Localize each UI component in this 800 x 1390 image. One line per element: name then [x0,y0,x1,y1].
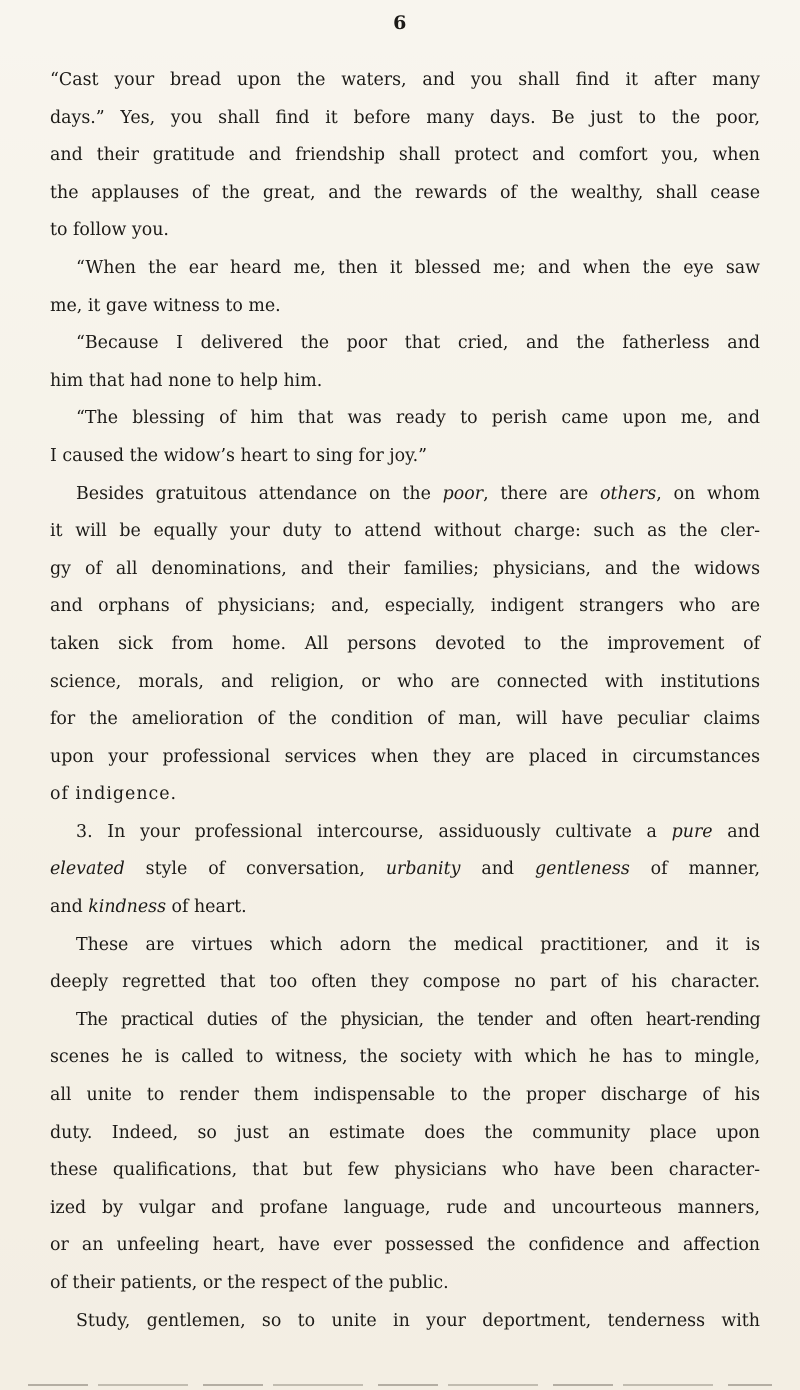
text-line: and orphans of physicians; and, especially, indigent strangers who are [50,596,760,617]
text-span: , there are [483,483,600,504]
text-line: to follow you. [50,220,169,241]
text-line: these qualifications, that but few physicians who have been character- [50,1160,760,1181]
emphasis: elevated [50,859,125,880]
text-span: and [50,897,89,918]
text-line: me, it gave witness to me. [50,295,281,316]
text-line: deeply regretted that too often they compose no part of his character. [50,972,760,993]
text-line: scenes he is called to witness, the society with which he has to mingle, [50,1047,760,1068]
text-span: Besides gratuitous attendance on the [76,483,443,504]
text-line: or an unfeeling heart, have ever possessed the confidence and affection [50,1235,760,1256]
text-line: ized by vulgar and profane language, rude and uncourteous manners, [50,1197,760,1218]
text-line [50,476,760,514]
emphasis: pure [671,821,713,842]
text-line: all unite to render them indispensable to the proper discharge of his [50,1085,760,1106]
text-line: “The blessing of him that was ready to perish came upon me, and [76,408,760,429]
emphasis: others [599,483,657,504]
emphasis: gentleness [534,859,630,880]
text-line: for the amelioration of the condition of man, will have peculiar claims [50,709,760,730]
emphasis: urbanity [385,859,461,880]
text-line [50,889,760,927]
text-span: and [712,821,760,842]
text-span: 3. In your professional intercourse, assiduously cultivate a [76,821,672,842]
page-number: 6 [393,12,407,34]
text-line: him that had none to help him. [50,370,323,391]
text-line: of indigence. [50,784,178,805]
text-line: Study, gentlemen, so to unite in your deportment, tenderness with [76,1310,760,1331]
emphasis: poor [442,483,484,504]
emphasis: kindness [88,897,167,918]
text-span: of manner, [629,859,760,880]
text-span: style of conversation, [124,859,386,880]
text-span: and [460,859,535,880]
text-line: These are virtues which adorn the medical practitioner, and it is [76,934,760,955]
text-line: it will be equally your duty to attend without charge: such as the cler- [50,521,760,542]
text-line: taken sick from home. All persons devoted to the improvement of [50,633,760,654]
text-line [50,851,760,889]
text-line: “When the ear heard me, then it blessed me; and when the eye saw [76,257,760,278]
text-line: gy of all denominations, and their families; physicians, and the widows [50,558,760,579]
text-line: duty. Indeed, so just an estimate does the community place upon [50,1122,760,1143]
text-line: the applauses of the great, and the rewards of the wealthy, shall cease [50,182,760,203]
text-line: I caused the widow’s heart to sing for joy.” [50,445,428,466]
text-span: of heart. [166,897,247,918]
text-line [50,814,760,852]
text-line: upon your professional services when they are placed in circumstances [50,746,760,767]
body-text [50,62,760,1340]
text-line: “Cast your bread upon the waters, and you shall find it after many [50,70,760,90]
text-line: science, morals, and religion, or who are connected with institutions [50,671,760,692]
text-line: days.” Yes, you shall find it before many days. Be just to the poor, [50,107,760,128]
text-line: of their patients, or the respect of the public. [50,1273,449,1293]
text-line: The practical duties of the physician, the tender and often heart-rending [76,1009,760,1030]
text-span: , on whom [656,483,760,504]
text-line: and their gratitude and friendship shall protect and comfort you, when [50,145,760,166]
page-edge-rule [28,1384,772,1386]
text-line: “Because I delivered the poor that cried, and the fatherless and [76,333,760,354]
